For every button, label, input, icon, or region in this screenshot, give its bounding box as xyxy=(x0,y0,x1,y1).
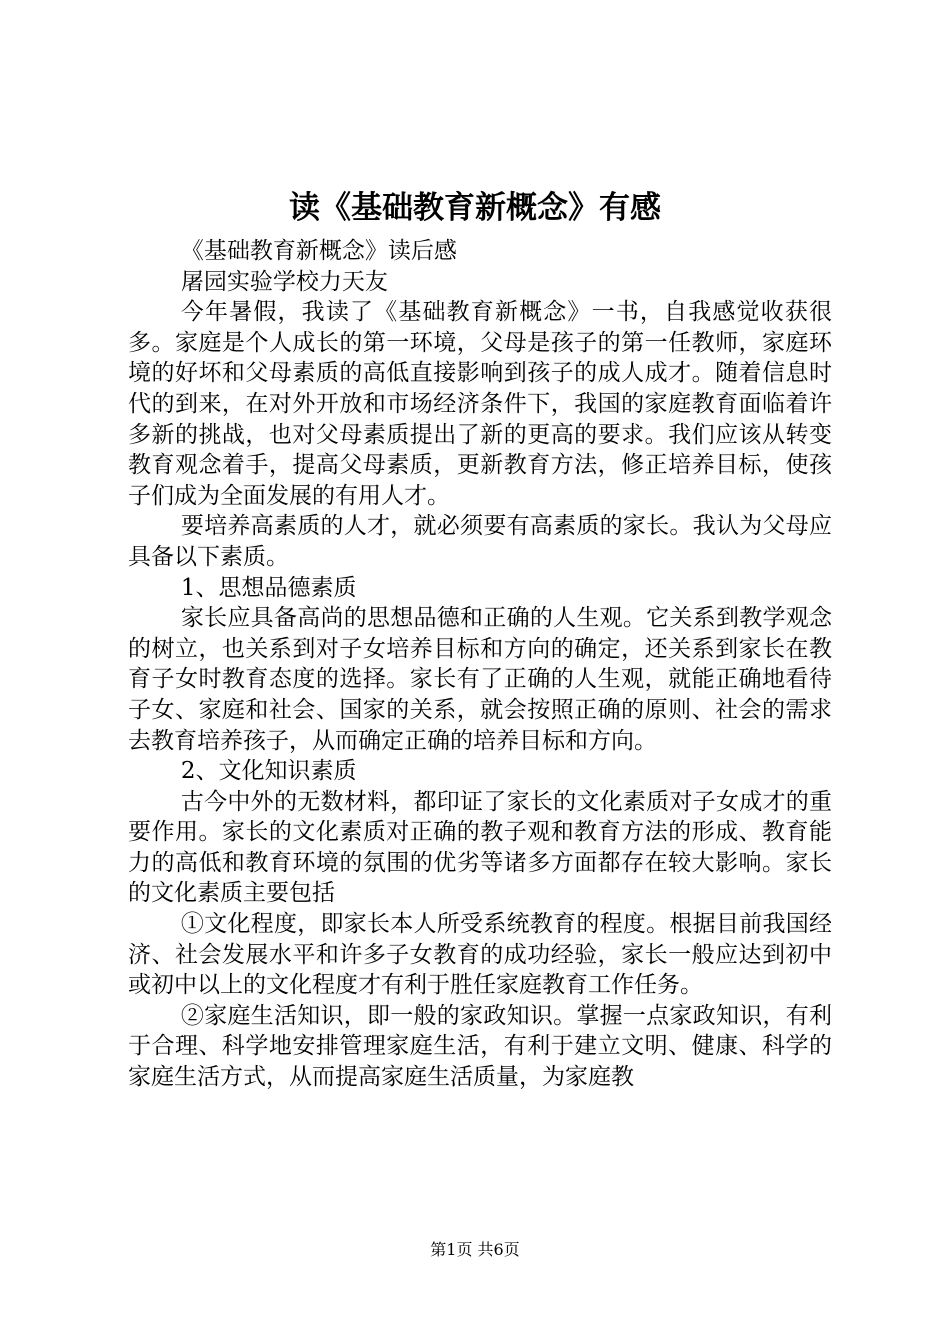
list-item-paragraph: ①文化程度，即家长本人所受系统教育的程度。根据目前我国经济、社会发展水平和许多子女教育的成功经验，家长一般应达到初中或初中以上的文化程度才有利于胜任家庭教育工作任务。 xyxy=(128,911,832,999)
paragraph-subtitle: 《基础教育新概念》读后感 xyxy=(180,238,457,264)
paragraph: 今年暑假，我读了《基础教育新概念》一书，自我感觉收获很多。家庭是个人成长的第一环境，父母是孩子的第一任教师，家庭环境的好坏和父母素质的高低直接影响到孩子的成人成才。随着信息时代的到来，在对外开放和市场经济条件下，我国的家庭教育面临着许多新的挑战，也对父母素质提出了新的更高的要求。我们应该从转变教育观念着手，提高父母素质，更新教育方法，修正培养目标，使孩子们成为全面发展的有用人才。 xyxy=(128,299,832,509)
page-footer: 第1页 共6页 xyxy=(430,1240,520,1259)
document-title: 读《基础教育新概念》有感 xyxy=(289,190,661,226)
document-body xyxy=(128,236,832,1093)
paragraph-author: 屠园实验学校力天友 xyxy=(180,268,388,295)
list-item-paragraph: ②家庭生活知识，即一般的家政知识。掌握一点家政知识，有利于合理、科学地安排管理家庭生活，有利于建立文明、健康、科学的家庭生活方式，从而提高家庭生活质量，为家庭教 xyxy=(128,1002,832,1091)
paragraph: 家长应具备高尚的思想品德和正确的人生观。它关系到教学观念的树立，也关系到对子女培养目标和方向的确定，还关系到家长在教育子女时教育态度的选择。家长有了正确的人生观，就能正确地看待子女、家庭和社会、国家的关系，就会按照正确的原则、社会的需求去教育培养孩子，从而确定正确的培养目标和方向。 xyxy=(128,605,832,754)
paragraph: 古今中外的无数材料，都印证了家长的文化素质对子女成才的重要作用。家长的文化素质对正确的教子观和教育方法的形成、教育能力的高低和教育环境的氛围的优劣等诸多方面都存在较大影响。家长的文化素质主要包括 xyxy=(128,788,832,907)
section-heading: 1、思想品德素质 xyxy=(180,574,357,601)
paragraph: 要培养高素质的人才，就必须要有高素质的家长。我认为父母应具备以下素质。 xyxy=(128,513,832,570)
section-heading: 2、文化知识素质 xyxy=(180,758,357,785)
